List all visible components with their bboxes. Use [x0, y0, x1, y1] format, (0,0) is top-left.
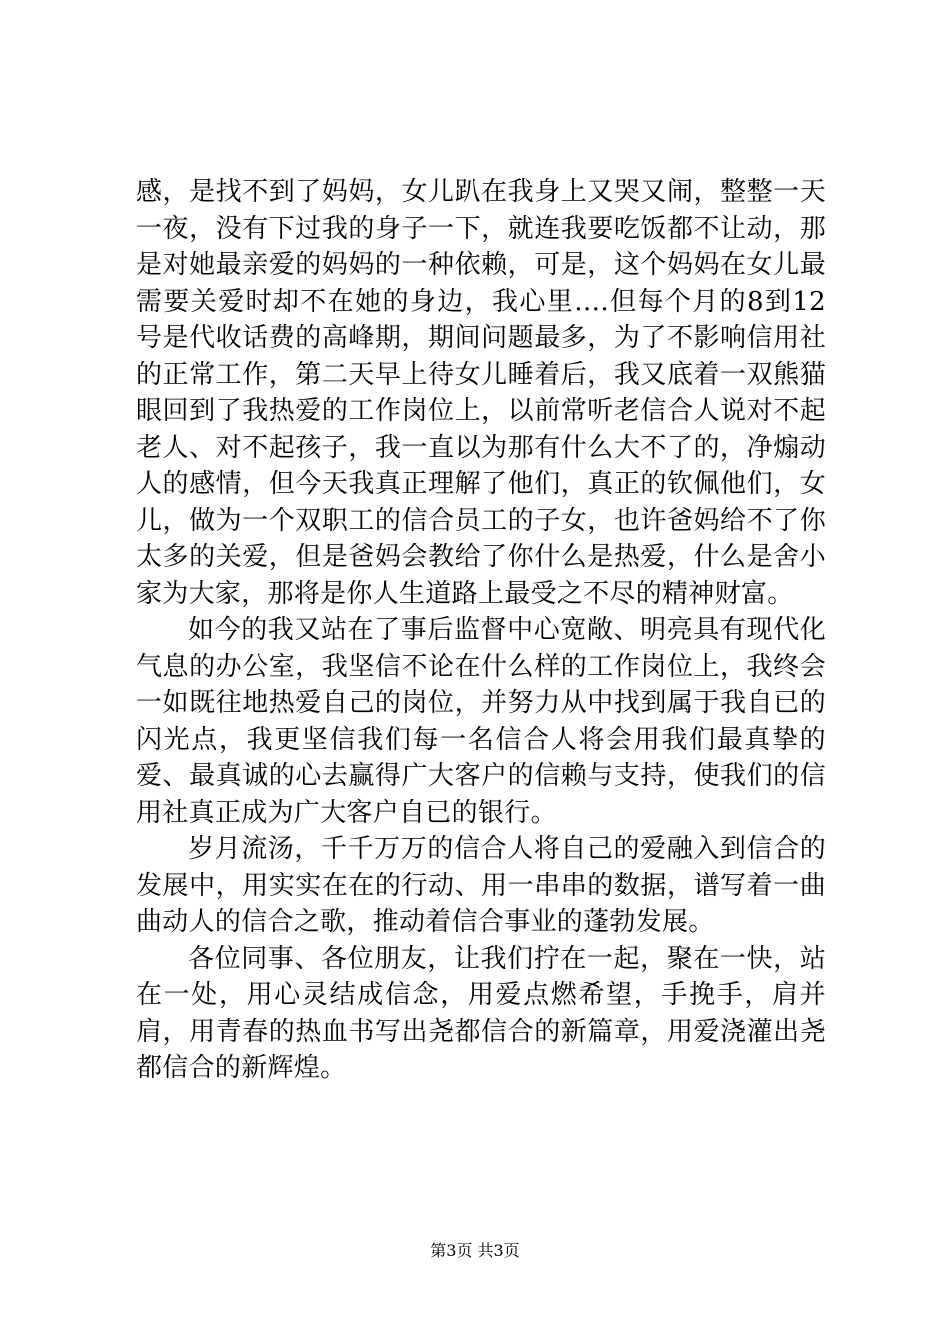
paragraph-3: 岁月流汤，千千万万的信合人将自己的爱融入到信合的发展中，用实实在在的行动、用一串串的数据，谱写着一曲曲动人的信合之歌，推动着信合事业的蓬勃发展。 — [136, 834, 826, 937]
paragraph-4: 各位同事、各位朋友，让我们拧在一起，聚在一快，站在一处，用心灵结成信念，用爱点燃希望，手挽手，肩并肩，用青春的热血书写出尧都信合的新篇章，用爱浇灌出尧都信合的新辉煌。 — [136, 943, 826, 1083]
paragraph-1: 感，是找不到了妈妈，女儿趴在我身上又哭又闹，整整一天一夜，没有下过我的身子一下，就连我要吃饭都不让动，那是对她最亲爱的妈妈的一种依赖，可是，这个妈妈在女儿最需要关爱时却不在她的身边，我心里….但每个月的8到12号是代收话费的高峰期，期间问题最多，为了不影响信用社的正常工作，第二天早上待女儿睡着后，我又底着一双熊猫眼回到了我热爱的工作岗位上，以前常听老信合人说对不起老人、对不起孩子，我一直以为那有什么大不了的，净煽动人的感情，但今天我真正理解了他们，真正的钦佩他们，女儿，做为一个双职工的信合员工的子女，也许爸妈给不了你太多的关爱，但是爸妈会教给了你什么是热爱，什么是舍小家为大家，那将是你人生道路上最受之不尽的精神财富。 — [136, 177, 826, 609]
document-body — [136, 174, 826, 1087]
page-number-footer: 第3页 共3页 — [430, 1241, 520, 1260]
paragraph-2: 如今的我又站在了事后监督中心宽敞、明亮具有现代化气息的办公室，我坚信不论在什么样的工作岗位上，我终会一如既往地热爱自己的岗位，并努力从中找到属于我自已的闪光点，我更坚信我们每一名信合人将会用我们最真挚的爱、最真诚的心去赢得广大客户的信赖与支持，使我们的信用社真正成为广大客户自已的银行。 — [136, 615, 826, 828]
